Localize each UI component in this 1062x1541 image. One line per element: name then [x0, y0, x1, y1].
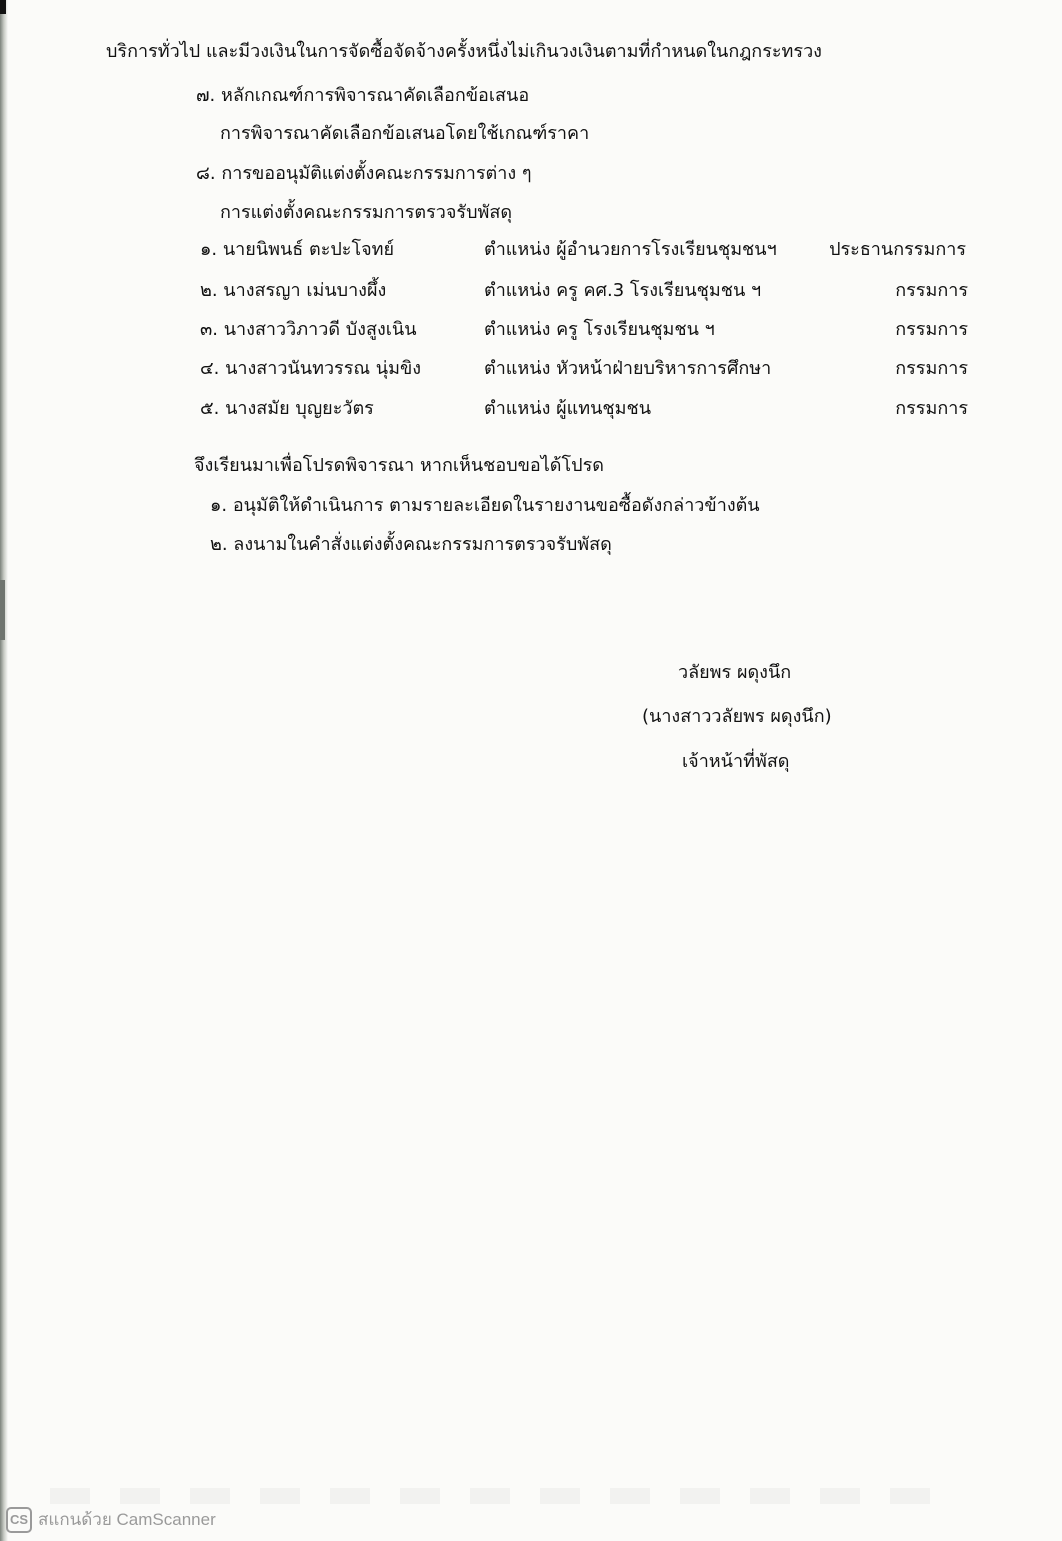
- section-7-heading: ๗. หลักเกณฑ์การพิจารณาคัดเลือกข้อเสนอ: [196, 85, 530, 106]
- member-position: ตำแหน่ง ครู โรงเรียนชุมชน ฯ: [484, 319, 715, 340]
- member-name: ๕. นางสมัย บุญยะวัตร: [200, 398, 374, 419]
- member-role: กรรมการ: [895, 398, 968, 419]
- member-name: ๔. นางสาวนันทวรรณ นุ่มขิง: [200, 358, 422, 379]
- member-role: กรรมการ: [895, 358, 968, 379]
- scan-smudge: [50, 1488, 930, 1504]
- printed-name: (นางสาววลัยพร ผดุงนึก): [642, 706, 832, 727]
- member-position: ตำแหน่ง ผู้อำนวยการโรงเรียนชุมชนฯ: [484, 239, 777, 260]
- camscanner-watermark: [6, 1506, 216, 1533]
- request-item: ๒. ลงนามในคำสั่งแต่งตั้งคณะกรรมการตรวจรับพัสดุ: [210, 534, 612, 555]
- signer-title: เจ้าหน้าที่พัสดุ: [682, 751, 790, 772]
- member-position: ตำแหน่ง ครู คศ.3 โรงเรียนชุมชน ฯ: [484, 280, 762, 301]
- intro-line: บริการทั่วไป และมีวงเงินในการจัดซื้อจัดจ้างครั้งหนึ่งไม่เกินวงเงินตามที่กำหนดในกฎกระทรวง: [106, 41, 822, 62]
- member-role: กรรมการ: [895, 319, 968, 340]
- request-item: ๑. อนุมัติให้ดำเนินการ ตามรายละเอียดในรายงานขอซื้อดังกล่าวข้างต้น: [210, 495, 760, 516]
- signed-name: วลัยพร ผดุงนึก: [678, 662, 792, 683]
- camscanner-label: สแกนด้วย CamScanner: [38, 1510, 216, 1529]
- scan-edge-shadow: [0, 0, 8, 1541]
- member-role: ประธานกรรมการ: [829, 239, 966, 260]
- member-name: ๑. นายนิพนธ์ ตะปะโจทย์: [200, 239, 395, 260]
- member-name: ๓. นางสาววิภาวดี บังสูงเนิน: [200, 319, 417, 340]
- scan-edge-mark: [0, 580, 5, 640]
- request-line: จึงเรียนมาเพื่อโปรดพิจารณา หากเห็นชอบขอได้โปรด: [194, 455, 604, 476]
- camscanner-icon: CS: [6, 1507, 32, 1533]
- section-8-heading: ๘. การขออนุมัติแต่งตั้งคณะกรรมการต่าง ๆ: [196, 163, 532, 184]
- member-position: ตำแหน่ง ผู้แทนชุมชน: [484, 398, 652, 419]
- member-role: กรรมการ: [895, 280, 968, 301]
- section-7-body: การพิจารณาคัดเลือกข้อเสนอโดยใช้เกณฑ์ราคา: [220, 123, 590, 144]
- member-position: ตำแหน่ง หัวหน้าฝ่ายบริหารการศึกษา: [484, 358, 772, 379]
- section-8-body: การแต่งตั้งคณะกรรมการตรวจรับพัสดุ: [220, 202, 513, 223]
- member-name: ๒. นางสรญา เม่นบางผึ้ง: [200, 280, 387, 301]
- scan-edge-mark: [0, 0, 6, 14]
